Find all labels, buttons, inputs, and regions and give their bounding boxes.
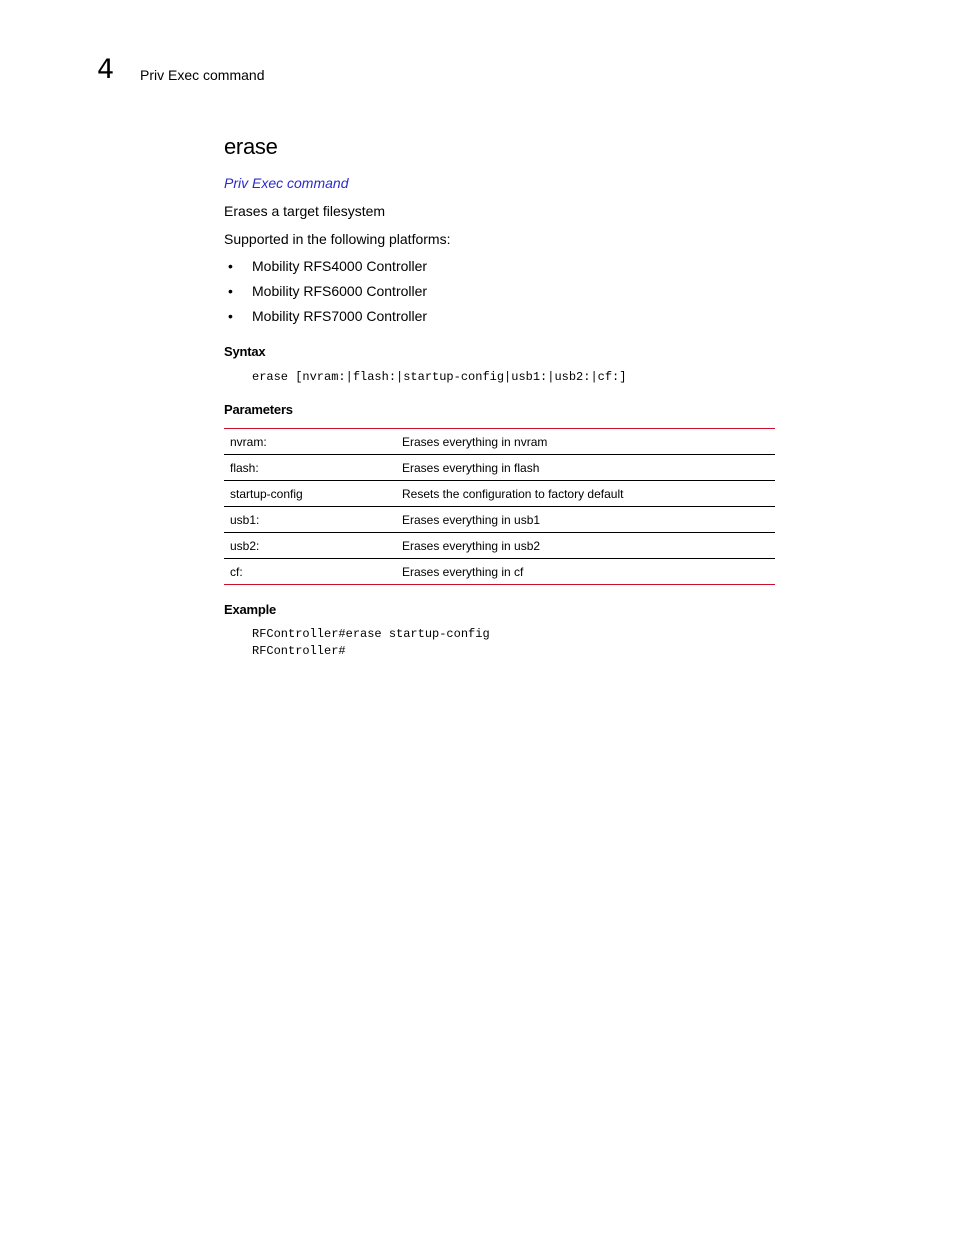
parameter-name: usb2: — [224, 533, 396, 559]
table-row — [224, 481, 775, 507]
description: Erases a target filesystem — [224, 203, 386, 219]
parameter-description: Erases everything in usb1 — [396, 507, 775, 533]
table-row — [224, 455, 775, 481]
parameter-name: nvram: — [224, 429, 396, 455]
bullet-icon: • — [228, 258, 233, 274]
parameters-table — [224, 428, 775, 585]
bullet-icon: • — [228, 283, 233, 299]
chapter-title: Priv Exec command — [140, 67, 265, 83]
page-title: erase — [224, 134, 278, 159]
platform-label: Mobility RFS4000 Controller — [252, 258, 428, 274]
parameter-name: flash: — [224, 455, 396, 481]
example-line: RFController#erase startup-config — [252, 627, 490, 641]
parameter-description: Erases everything in cf — [396, 559, 775, 585]
parameter-description: Erases everything in usb2 — [396, 533, 775, 559]
parameter-description: Erases everything in flash — [396, 455, 775, 481]
table-row — [224, 507, 775, 533]
parameter-description: Erases everything in nvram — [396, 429, 775, 455]
bullet-icon: • — [228, 308, 233, 324]
parameter-name: startup-config — [224, 481, 396, 507]
syntax-command: erase [nvram:|flash:|startup-config|usb1:|usb2:|cf:] — [252, 370, 627, 384]
parameter-name: cf: — [224, 559, 396, 585]
parameter-description: Resets the configuration to factory default — [396, 481, 775, 507]
table-row — [224, 429, 775, 455]
example-heading: Example — [224, 602, 277, 617]
table-row — [224, 559, 775, 585]
platforms-intro: Supported in the following platforms: — [224, 231, 451, 247]
table-row — [224, 533, 775, 559]
chapter-number: 4 — [97, 54, 115, 85]
platform-label: Mobility RFS6000 Controller — [252, 283, 428, 299]
syntax-heading: Syntax — [224, 344, 266, 359]
xref-link[interactable]: Priv Exec command — [224, 175, 349, 191]
platform-label: Mobility RFS7000 Controller — [252, 308, 428, 324]
parameters-heading: Parameters — [224, 402, 293, 417]
example-line: RFController# — [252, 644, 346, 658]
parameter-name: usb1: — [224, 507, 396, 533]
